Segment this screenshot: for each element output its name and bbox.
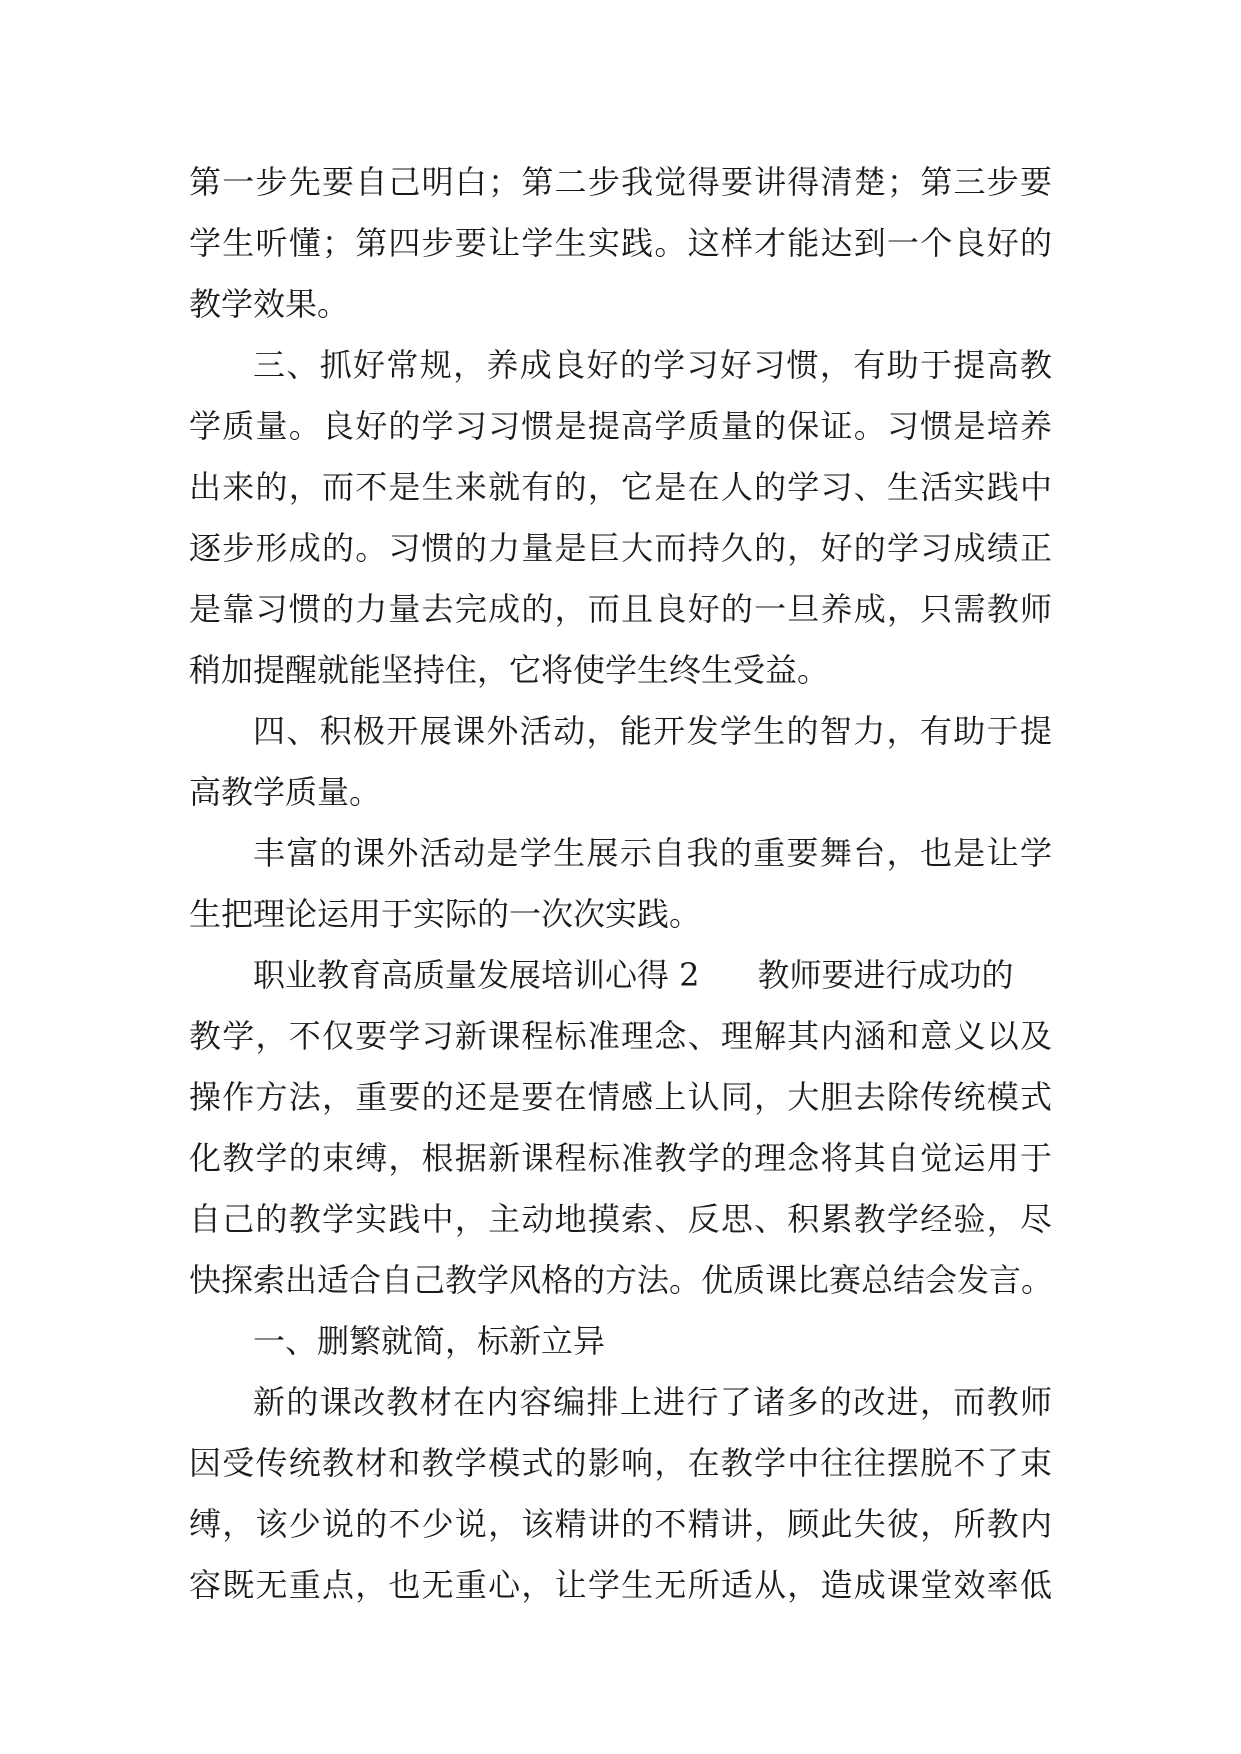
text-line: 高教学质量。 bbox=[189, 773, 382, 811]
text-line: 化教学的束缚，根据新课程标准教学的理念将其自觉运用于 bbox=[189, 1139, 1052, 1177]
text-fragment: 教师要进行成功的 bbox=[757, 956, 1014, 994]
text-line: 学生听懂；第四步要让学生实践。这样才能达到一个良好的 bbox=[189, 224, 1052, 262]
text-line: 缚，该少说的不少说，该精讲的不精讲，顾此失彼，所教内 bbox=[189, 1505, 1052, 1543]
title-line bbox=[189, 945, 1052, 1006]
text-line: 丰富的课外活动是学生展示自我的重要舞台，也是让学 bbox=[253, 834, 1052, 872]
article-title: 职业教育高质量发展培训心得 2 bbox=[253, 956, 700, 994]
text-line: 容既无重点，也无重心，让学生无所适从，造成课堂效率低 bbox=[189, 1566, 1052, 1604]
section-heading-3: 三、抓好常规，养成良好的学习好习惯，有助于提高教 bbox=[253, 346, 1052, 384]
text-line: 操作方法，重要的还是要在情感上认同，大胆去除传统模式 bbox=[189, 1078, 1052, 1116]
text-line: 快探索出适合自己教学风格的方法。优质课比赛总结会发言。 bbox=[189, 1261, 1054, 1299]
text-line: 出来的，而不是生来就有的，它是在人的学习、生活实践中 bbox=[189, 468, 1052, 506]
text-line: 因受传统教材和教学模式的影响，在教学中往往摆脱不了束 bbox=[189, 1444, 1052, 1482]
text-line: 第一步先要自己明白；第二步我觉得要讲得清楚；第三步要 bbox=[189, 163, 1052, 201]
section-heading-1: 一、删繁就简，标新立异 bbox=[253, 1322, 606, 1360]
text-line: 稍加提醒就能坚持住，它将使学生终生受益。 bbox=[189, 651, 830, 689]
text-line: 逐步形成的。习惯的力量是巨大而持久的，好的学习成绩正 bbox=[189, 529, 1052, 567]
text-line: 自己的教学实践中，主动地摸索、反思、积累教学经验，尽 bbox=[189, 1200, 1052, 1238]
document-body bbox=[189, 152, 1052, 1616]
text-line: 生把理论运用于实际的一次次实践。 bbox=[189, 895, 702, 933]
text-line: 学质量。良好的学习习惯是提高学质量的保证。习惯是培养 bbox=[189, 407, 1052, 445]
text-line: 是靠习惯的力量去完成的，而且良好的一旦养成，只需教师 bbox=[189, 590, 1052, 628]
text-line: 教学效果。 bbox=[189, 285, 350, 323]
text-line: 新的课改教材在内容编排上进行了诸多的改进，而教师 bbox=[253, 1383, 1052, 1421]
text-line: 教学，不仅要学习新课程标准理念、理解其内涵和意义以及 bbox=[189, 1017, 1052, 1055]
section-heading-4: 四、积极开展课外活动，能开发学生的智力，有助于提 bbox=[253, 712, 1052, 750]
